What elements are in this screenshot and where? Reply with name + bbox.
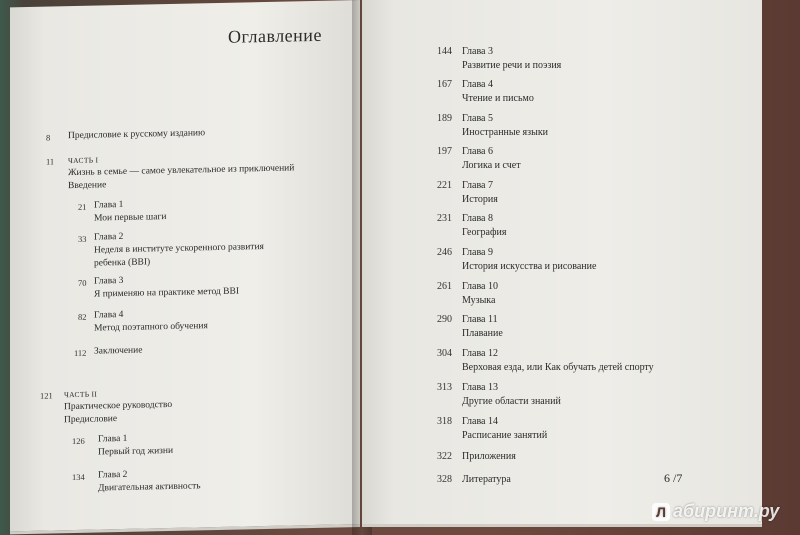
toc-page-number: 197	[437, 146, 452, 157]
toc-entry	[462, 78, 534, 105]
toc-entry	[68, 149, 294, 193]
toc-entry	[462, 415, 547, 442]
toc-entry-line: Приложения	[462, 451, 516, 462]
toc-entry-line: Глава 9	[462, 247, 493, 258]
toc-page-number: 144	[437, 46, 452, 57]
toc-entry	[462, 450, 516, 464]
toc-entry-line: Глава 2	[98, 469, 128, 481]
toc-entry-line: Глава 3	[462, 46, 493, 57]
page-title: Оглавление	[228, 24, 322, 47]
toc-entry	[94, 307, 208, 335]
toc-page-number: 70	[78, 277, 87, 288]
right-page	[362, 0, 762, 527]
toc-entry-line: Жизнь в семье — самое увлекательное из приключений	[68, 163, 295, 179]
toc-entry-line: География	[462, 226, 507, 238]
labirint-watermark	[652, 501, 779, 522]
toc-page-number: 290	[437, 314, 452, 325]
toc-entry-line: Глава 2	[94, 231, 124, 243]
toc-page-number: 126	[72, 435, 85, 447]
toc-entry-line: Неделя в институте ускоренного развития	[94, 242, 264, 256]
toc-entry	[64, 386, 172, 427]
toc-entry-line: Развитие речи и поэзия	[462, 59, 562, 71]
toc-entry-line: Глава 14	[462, 416, 498, 427]
toc-entry-line: ребенка (ВВI)	[94, 257, 151, 269]
toc-page-number: 313	[437, 382, 452, 393]
toc-entry-line: Глава 3	[94, 275, 124, 287]
toc-entry-line: Глава 13	[462, 382, 498, 393]
toc-page-number: 189	[437, 113, 452, 124]
toc-page-number: 304	[437, 348, 452, 359]
toc-entry-line: Глава 12	[462, 348, 498, 359]
toc-part-label: ЧАСТЬ II	[64, 389, 98, 400]
toc-entry-line: Практическое руководство	[64, 399, 173, 413]
toc-entry-line: Чтение и письмо	[462, 92, 534, 104]
toc-entry-line: Глава 10	[462, 281, 498, 292]
toc-entry	[68, 127, 205, 143]
toc-entry	[462, 313, 503, 340]
toc-part-label: ЧАСТЬ I	[68, 155, 99, 166]
toc-entry-line: Предисловие к русскому изданию	[68, 128, 206, 142]
toc-page-number: 221	[437, 180, 452, 191]
toc-entry-line: Введение	[68, 180, 107, 192]
left-page	[10, 0, 360, 534]
toc-entry	[462, 473, 511, 487]
toc-entry	[462, 212, 506, 239]
toc-entry	[462, 145, 521, 172]
toc-entry-line: Предисловие	[64, 414, 118, 426]
toc-page-number: 21	[78, 201, 87, 212]
toc-entry-line: Глава 1	[94, 199, 124, 211]
toc-entry-line: Расписание занятий	[462, 429, 548, 441]
toc-entry	[94, 273, 239, 302]
toc-entry-line: История искусства и рисование	[462, 260, 597, 272]
labirint-logo-icon: Л	[652, 503, 670, 521]
toc-page-number: 246	[437, 247, 452, 258]
toc-entry-line: Первый год жизни	[98, 445, 174, 458]
toc-page-number: 261	[437, 281, 452, 292]
toc-entry	[462, 179, 498, 206]
toc-entry-line: Верховая езда, или Как обучать детей спорту	[462, 361, 654, 373]
toc-entry-line: Глава 6	[462, 146, 493, 157]
toc-entry-line: Глава 11	[462, 314, 498, 325]
toc-entry-line: Логика и счет	[462, 159, 521, 171]
toc-entry	[94, 228, 264, 271]
toc-entry-line: Плавание	[462, 327, 503, 339]
toc-entry	[462, 347, 654, 374]
toc-entry-line: Мои первые шаги	[94, 212, 167, 224]
toc-entry-line: Глава 7	[462, 180, 493, 191]
toc-entry-line: Музыка	[462, 294, 496, 306]
watermark-text: абиринт.ру	[673, 501, 780, 521]
toc-page-number: 112	[74, 347, 87, 358]
toc-entry-line: Глава 5	[462, 113, 493, 124]
page-folio: 6 /7	[664, 471, 683, 485]
toc-entry	[94, 198, 166, 226]
toc-entry-line: Двигательная активность	[98, 481, 201, 494]
toc-entry-line: Другие области знаний	[462, 395, 561, 407]
toc-entry	[462, 381, 561, 408]
toc-page-number: 82	[78, 311, 87, 322]
toc-entry-line: История	[462, 193, 498, 205]
toc-entry-line: Глава 8	[462, 213, 493, 224]
toc-page-number: 231	[437, 213, 452, 224]
toc-page-number: 121	[40, 390, 53, 401]
toc-entry	[98, 467, 201, 495]
toc-page-number: 167	[437, 79, 452, 90]
toc-entry-line: Глава 4	[94, 309, 124, 321]
toc-page-number: 318	[437, 416, 452, 427]
toc-entry	[462, 280, 498, 307]
toc-entry-line: Глава 1	[98, 433, 128, 445]
toc-entry-line: Глава 4	[462, 79, 493, 90]
toc-entry-line: Литература	[462, 474, 511, 485]
toc-page-number: 134	[72, 471, 85, 483]
toc-page-number: 33	[78, 233, 87, 244]
toc-entry	[462, 45, 561, 72]
toc-entry-line: Я применяю на практике метод ВВI	[94, 286, 239, 300]
toc-entry-line: Иностранные языки	[462, 126, 549, 138]
toc-entry	[98, 432, 173, 460]
toc-entry	[462, 112, 548, 139]
toc-page-number: 328	[437, 474, 452, 485]
toc-entry-line: Заключение	[94, 345, 143, 357]
toc-page-number: 11	[46, 156, 55, 167]
toc-page-number: 8	[46, 132, 51, 143]
toc-entry	[94, 345, 142, 359]
toc-entry-line: Метод поэтапного обучения	[94, 321, 208, 334]
toc-entry	[462, 246, 596, 273]
toc-page-number: 322	[437, 451, 452, 462]
